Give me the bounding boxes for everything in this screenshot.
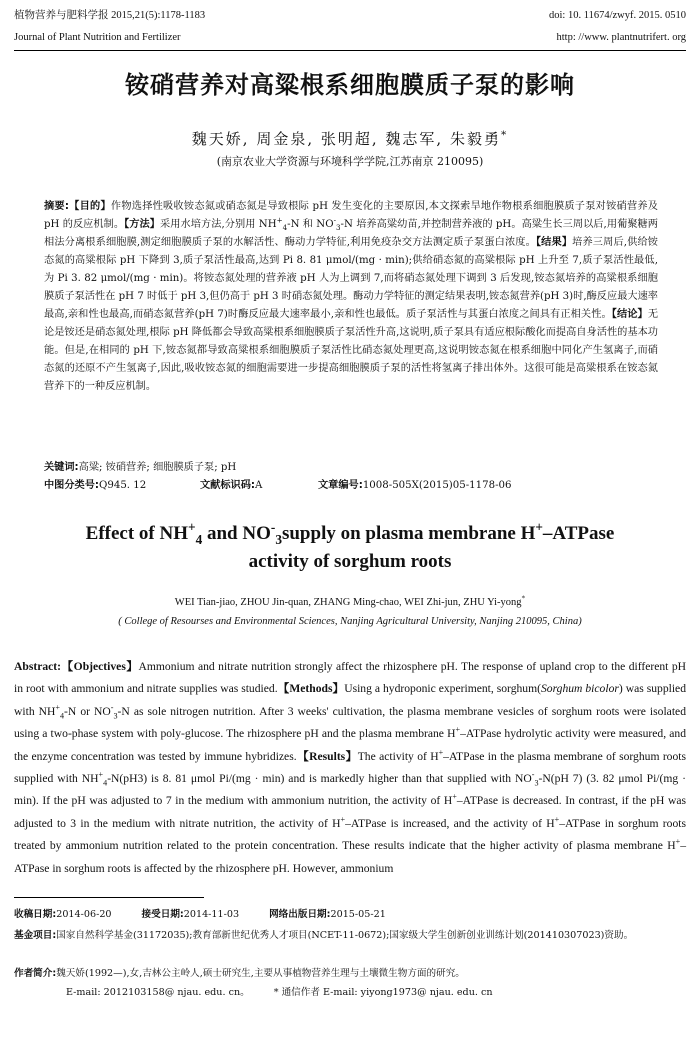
en-h-charge-4: + <box>340 814 346 824</box>
species-name: Sorghum bicolor <box>540 682 619 696</box>
en-h-charge-3: + <box>452 792 457 802</box>
en-h-charge-1: + <box>455 725 461 735</box>
title-en-line2: activity of sorghum roots <box>248 551 452 572</box>
en-no3-charge-2: - <box>531 770 535 780</box>
title-nh4-charge: + <box>188 519 196 535</box>
corresponding-email[interactable]: * 通信作者 E-mail: yiyong1973@ njau. edu. cn <box>273 987 493 998</box>
keywords <box>44 459 658 477</box>
journal-citation-cn: 植物营养与肥料学报 2015,21(5):1178-1183 <box>14 10 206 21</box>
footnote-rule <box>14 897 204 898</box>
objective-en: Ammonium and nitrate nutrition strongly affect the rhizosphere pH. The response of upland crop to the different pH in root with ammonium and nitrate supplies was studied. <box>14 660 687 696</box>
abstract-en <box>14 656 686 880</box>
title-en-part-a: Effect of NH <box>85 523 188 544</box>
title-h-charge: + <box>535 519 543 535</box>
author-bio <box>14 966 686 982</box>
funding <box>14 928 686 944</box>
journal-url[interactable]: http: //www. plantnutrifert. org <box>556 32 686 43</box>
en-no3-index-2: 3 <box>534 778 539 788</box>
article-number-value: 1008-505X(2015)05-1178-06 <box>362 480 512 491</box>
doi[interactable]: doi: 10. 11674/zwyf. 2015. 0510 <box>549 10 686 21</box>
bio-label: 作者简介: <box>14 968 57 979</box>
authors-en-names: WEI Tian-jiao, ZHOU Jin-quan, ZHANG Ming-chao, WEI Zhi-jun, ZHU Yi-yong <box>174 597 522 608</box>
title-nh4-index: 4 <box>195 531 203 547</box>
method-en-a: Using a hydroponic experiment, sorghum( <box>344 682 541 696</box>
emails <box>66 985 686 1001</box>
en-h-charge-5: + <box>554 814 560 824</box>
keywords-label: 关键词: <box>44 462 79 473</box>
funding-label: 基金项目: <box>14 930 57 941</box>
method-en-c: -N or NO <box>64 704 111 718</box>
results-label-cn: 【结果】 <box>535 237 573 248</box>
journal-name-en: Journal of Plant Nutrition and Fertilizer <box>14 32 181 43</box>
method-cn-c: -N 培养高粱幼苗,并控制营养液的 pH。高粱生长三周以后,用葡聚糖两相法分离根系细胞膜,测定细胞膜质子泵的水解活性、酶动力学特征,利用免疫杂交方法测定质子泵蛋白浓度。 <box>44 219 658 248</box>
title-en-part-b: and NO <box>202 523 271 544</box>
abstract-cn-label: 摘要: <box>44 201 69 212</box>
results-en-h: –ATPase in sorghum roots is affected by the rhizosphere pH. However, ammonium <box>14 839 686 875</box>
corresponding-mark: * <box>500 129 509 141</box>
en-no3-charge: - <box>110 702 114 712</box>
document-code-value: A <box>255 480 263 491</box>
abstract-cn <box>44 198 658 396</box>
objective-label-en: 【Objectives】 <box>61 660 139 673</box>
published-date: 2015-05-21 <box>330 909 386 920</box>
method-label-en: 【Methods】 <box>277 682 345 696</box>
method-cn-a: 采用水培方法,分别用 NH <box>160 219 277 230</box>
results-en-f: –ATPase is increased, and the activity of H <box>345 816 555 830</box>
document-code-label: 文献标识码: <box>200 480 256 491</box>
conclusion-label-cn: 【结论】 <box>611 309 648 320</box>
clc-label: 中图分类号: <box>44 480 100 491</box>
nh4-charge: + <box>276 215 283 225</box>
dates-line <box>14 907 686 923</box>
article-number <box>318 477 512 495</box>
authors-cn <box>0 128 700 149</box>
nh4-index: 4 <box>282 223 288 233</box>
en-nh4-charge: + <box>55 702 60 712</box>
keywords-text: 高粱; 铵硝营养; 细胞膜质子泵; pH <box>78 462 237 473</box>
en-h-charge-2: + <box>438 747 444 757</box>
bio-text: 魏天娇(1992—),女,吉林公主岭人,硕士研究生,主要从事植物营养生理与土壤微生物方面的研究。 <box>56 968 465 979</box>
accepted-date: 2014-11-03 <box>183 909 240 920</box>
results-en-a: The activity of H <box>357 749 439 763</box>
author-email[interactable]: E-mail: 2012103158@ njau. edu. cn。 <box>66 987 250 998</box>
clc-number <box>44 477 146 495</box>
clc-value: Q945. 12 <box>99 480 147 491</box>
title-en-line1 <box>0 520 700 548</box>
abstract-en-label: Abstract: <box>14 660 62 673</box>
results-cn: 培养三周后,供给铵态氮的高粱根际 pH 下降到 3,质子泵活性最高,达到 Pi 8. 81 μmol/(mg · min);供给硝态氮的高粱根际 pH 上升至 7,质子泵活性最低,为 Pi 3. 82 μmol/(mg · min)。将铵态氮处理的营养液 pH 人为上调到 7,而将硝态氮处理下调到 3 后发现,铵态氮培养的高粱根系细胞膜质子泵活性在 pH 7 时低于 pH 3,但仍高于 pH 3 时硝态氮处理。酶动力学特征的测定结果表明,铵态氮营养(pH 3)时,酶反应最大速率最高,亲和性也最高,而硝态氮营养(pH 7)时酶反应最大速率最小,亲和性也最低。质子泵活性与其蛋白浓度之间具有正相关性。 <box>44 237 658 320</box>
method-cn-b: -N 和 NO <box>287 219 334 230</box>
results-en-b: –ATPase in the plasma membrane of sorghum roots supplied with NH <box>14 749 687 786</box>
no3-index: 3 <box>336 223 341 233</box>
en-no3-index: 3 <box>113 711 118 721</box>
method-en-e: –ATPase hydrolytic activity were measured, and the enzyme concentration was tested by immune hybridizes. <box>14 727 686 763</box>
funding-text: 国家自然科学基金(31172035);教育部新世纪优秀人才项目(NCET-11-0672);国家级大学生创新创业训练计划(201410307023)资助。 <box>56 930 634 941</box>
no3-charge: - <box>333 215 336 225</box>
article-number-label: 文章编号: <box>318 480 363 491</box>
results-en-c: -N(pH3) is 8. 81 μmol Pi/(mg · min) and is markedly higher than that supplied with NO <box>107 772 532 786</box>
header-rule <box>14 50 686 51</box>
authors-en <box>0 593 700 608</box>
received-date: 2014-06-20 <box>56 909 112 920</box>
method-en-b: ) was supplied with NH <box>14 682 686 718</box>
document-code <box>200 477 262 495</box>
title-en-part-d: –ATPase <box>542 523 615 544</box>
title-no3-index: 3 <box>275 531 282 547</box>
objective-label-cn: 【目的】 <box>68 201 111 212</box>
affiliation-cn: (南京农业大学资源与环境科学学院,江苏南京 210095) <box>216 155 484 168</box>
en-nh4-charge-2: + <box>98 770 104 780</box>
results-label-en: 【Results】 <box>296 749 358 763</box>
published-label: 网络出版日期: <box>269 909 331 920</box>
title-en <box>0 520 700 576</box>
affiliation-en: ( College of Resourses and Environmental Sciences, Nanjing Agricultural University, Nanjing 210095, China) <box>118 616 582 627</box>
title-no3-charge: - <box>270 519 276 535</box>
en-nh4-index-2: 4 <box>103 778 108 788</box>
method-label-cn: 【方法】 <box>124 219 161 230</box>
results-en-d: -N(pH 7) (3. 82 μmol Pi/(mg · min). If the pH was adjusted to 7 in the medium with ammonium nutrition, the activity of H <box>14 772 686 808</box>
title-cn: 铵硝营养对高粱根系细胞膜质子泵的影响 <box>125 71 575 99</box>
en-nh4-index: 4 <box>59 711 65 721</box>
authors-cn-names: 魏天娇, 周金泉, 张明超, 魏志军, 朱毅勇 <box>191 130 501 148</box>
corresponding-mark-en: * <box>521 593 526 603</box>
conclusion-cn: 无论是铵还是硝态氮处理,根际 pH 降低都会导致高粱根系细胞膜质子泵活性升高,这说明,质子泵具有适应根际酸化而提高自身活性的基本功能。但是,在相同的 pH 下,铵态氮都导致高粱根系细胞膜质子泵活性比硝态氮处理更高,这说明铵态氮在根系细胞中同化产生氢离子,而硝态氮的还原不产生氢离子,因此,吸收铵态氮的细胞需要进一步提高细胞膜质子泵的活性将氢离子排出体外。这很可能是高粱根系在铵态氮营养下的一种反应机制。 <box>44 309 658 392</box>
title-en-part-c: supply on plasma membrane H <box>281 523 536 544</box>
en-h-charge-6: + <box>675 837 681 847</box>
method-en-d: -N as sole nitrogen nutrition. After 3 weeks' cultivation, the plasma membrane vesicles of sorghum roots were isolated using a two-phase system with poly-glucose. The rhizosphere pH and the plasma membrane H <box>14 704 686 741</box>
results-en-e: –ATPase is decreased. In contrast, if the pH was adjusted to 3 in the medium with nitrate nutrition, the activity of H <box>14 794 686 830</box>
objective-cn: 作物选择性吸收铵态氮或硝态氮是导致根际 pH 发生变化的主要原因,本文探索旱地作物根系细胞膜质子泵对铵硝营养及 pH 的反应机制。 <box>44 201 658 230</box>
results-en-g: –ATPase in sorghum roots treated by ammonium nutrition related to the protein concentration. These results indicate that the higher activity of plasma membrane H <box>14 816 686 853</box>
accepted-label: 接受日期: <box>141 909 184 920</box>
received-label: 收稿日期: <box>14 909 57 920</box>
